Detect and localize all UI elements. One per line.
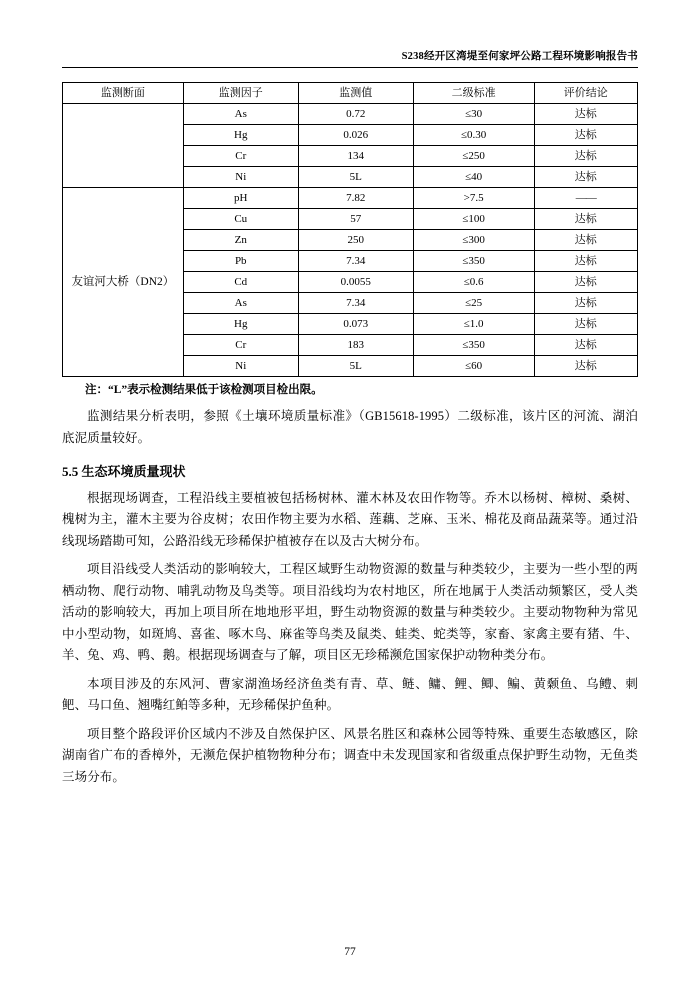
cell-value: 183 xyxy=(298,335,413,356)
column-header-conclusion: 评价结论 xyxy=(534,83,638,104)
cell-standard: ≤0.6 xyxy=(413,272,534,293)
cell-conclusion: 达标 xyxy=(534,293,638,314)
table-note: 注：“L”表示检测结果低于该检测项目检出限。 xyxy=(85,384,323,396)
column-header-section: 监测断面 xyxy=(63,83,184,104)
paragraph-vegetation: 根据现场调查，工程沿线主要植被包括杨树林、灌木林及农田作物等。乔木以杨树、樟树、桑树、槐树为主，灌木主要为谷皮树；农田作物主要为水稻、莲藕、芝麻、玉米、棉花及商品蔬菜等。通过沿线现场踏勘可知，公路沿线无珍稀保护植被存在以及古大树分布。 xyxy=(62,490,638,548)
cell-conclusion: 达标 xyxy=(534,230,638,251)
cell-value: 7.34 xyxy=(298,251,413,272)
cell-conclusion: 达标 xyxy=(534,335,638,356)
cell-standard: ≤300 xyxy=(413,230,534,251)
cell-value: 134 xyxy=(298,146,413,167)
cell-value: 0.073 xyxy=(298,314,413,335)
column-header-standard: 二级标准 xyxy=(413,83,534,104)
section-heading-5-5: 5.5 生态环境质量现状 xyxy=(62,464,186,480)
section-cell-friendship-bridge: 友谊河大桥（DN2） xyxy=(63,188,184,377)
header-divider xyxy=(62,67,638,68)
cell-value: 0.026 xyxy=(298,125,413,146)
cell-factor: Cu xyxy=(183,209,298,230)
cell-conclusion: 达标 xyxy=(534,251,638,272)
paragraph-soil-result: 监测结果分析表明，参照《土壤环境质量标准》（GB15618-1995）二级标准，该片区的河流、湖泊底泥质量较好。 xyxy=(62,409,638,445)
cell-standard: ≤100 xyxy=(413,209,534,230)
cell-conclusion: 达标 xyxy=(534,167,638,188)
soil-monitoring-table xyxy=(62,82,638,377)
column-header-factor: 监测因子 xyxy=(183,83,298,104)
cell-standard: ≤350 xyxy=(413,335,534,356)
cell-standard: ≤25 xyxy=(413,293,534,314)
header-title: S238经开区湾堤至何家坪公路工程环境影响报告书 xyxy=(401,51,638,62)
cell-standard: ≤60 xyxy=(413,356,534,377)
cell-factor: Cd xyxy=(183,272,298,293)
cell-factor: Hg xyxy=(183,125,298,146)
cell-conclusion: 达标 xyxy=(534,209,638,230)
cell-factor: Hg xyxy=(183,314,298,335)
cell-value: 57 xyxy=(298,209,413,230)
cell-conclusion: —— xyxy=(534,188,638,209)
column-header-value: 监测值 xyxy=(298,83,413,104)
table-row xyxy=(63,104,638,125)
cell-factor: As xyxy=(183,104,298,125)
cell-conclusion: 达标 xyxy=(534,356,638,377)
cell-value: 0.0055 xyxy=(298,272,413,293)
cell-conclusion: 达标 xyxy=(534,272,638,293)
cell-factor: Ni xyxy=(183,167,298,188)
cell-value: 250 xyxy=(298,230,413,251)
cell-value: 7.82 xyxy=(298,188,413,209)
cell-value: 7.34 xyxy=(298,293,413,314)
cell-factor: Cr xyxy=(183,335,298,356)
cell-standard: >7.5 xyxy=(413,188,534,209)
cell-factor: Ni xyxy=(183,356,298,377)
page-footer xyxy=(0,946,700,958)
cell-factor: pH xyxy=(183,188,298,209)
cell-value: 0.72 xyxy=(298,104,413,125)
page-number: 77 xyxy=(344,946,356,958)
cell-standard: ≤350 xyxy=(413,251,534,272)
cell-value: 5L xyxy=(298,167,413,188)
page-header xyxy=(62,48,638,67)
cell-standard: ≤0.30 xyxy=(413,125,534,146)
paragraph-wildlife: 项目沿线受人类活动的影响较大，工程区域野生动物资源的数量与种类较少，主要为一些小型的两栖动物、爬行动物、哺乳动物及鸟类等。项目沿线均为农村地区，所在地属于人类活动频繁区，受人类活动的影响较大，再加上项目所在地地形平坦，野生动物资源的数量与种类较少。主要动物物种为常见中小型动物，如斑鸠、喜雀、啄木鸟、麻雀等鸟类及鼠类、蛙类、蛇类等，家畜、家禽主要有猪、牛、羊、兔、鸡、鸭、鹅。根据现场调查与了解，项目区无珍稀濒危国家保护动物种类分布。 xyxy=(62,562,638,663)
paragraph-protected-areas: 项目整个路段评价区域内不涉及自然保护区、风景名胜区和森林公园等特殊、重要生态敏感区，除湖南省广布的香樟外，无濒危保护植物物种分布；调查中未发现国家和省级重点保护野生动物，无鱼类三场分布。 xyxy=(62,726,638,784)
cell-conclusion: 达标 xyxy=(534,125,638,146)
cell-factor: Zn xyxy=(183,230,298,251)
cell-standard: ≤40 xyxy=(413,167,534,188)
cell-standard: ≤30 xyxy=(413,104,534,125)
cell-factor: As xyxy=(183,293,298,314)
paragraph-fish: 本项目涉及的东风河、曹家湖渔场经济鱼类有青、草、鲢、鳙、鲤、鲫、鳊、黄颡鱼、乌鳢、刺鲃、马口鱼、翘嘴红鲌等多种，无珍稀保护鱼种。 xyxy=(62,676,638,713)
cell-standard: ≤1.0 xyxy=(413,314,534,335)
table-row xyxy=(63,188,638,209)
cell-factor: Cr xyxy=(183,146,298,167)
cell-factor: Pb xyxy=(183,251,298,272)
cell-standard: ≤250 xyxy=(413,146,534,167)
cell-conclusion: 达标 xyxy=(534,146,638,167)
cell-value: 5L xyxy=(298,356,413,377)
cell-conclusion: 达标 xyxy=(534,314,638,335)
cell-conclusion: 达标 xyxy=(534,104,638,125)
section-cell-empty xyxy=(63,104,184,188)
table-header-row xyxy=(63,83,638,104)
